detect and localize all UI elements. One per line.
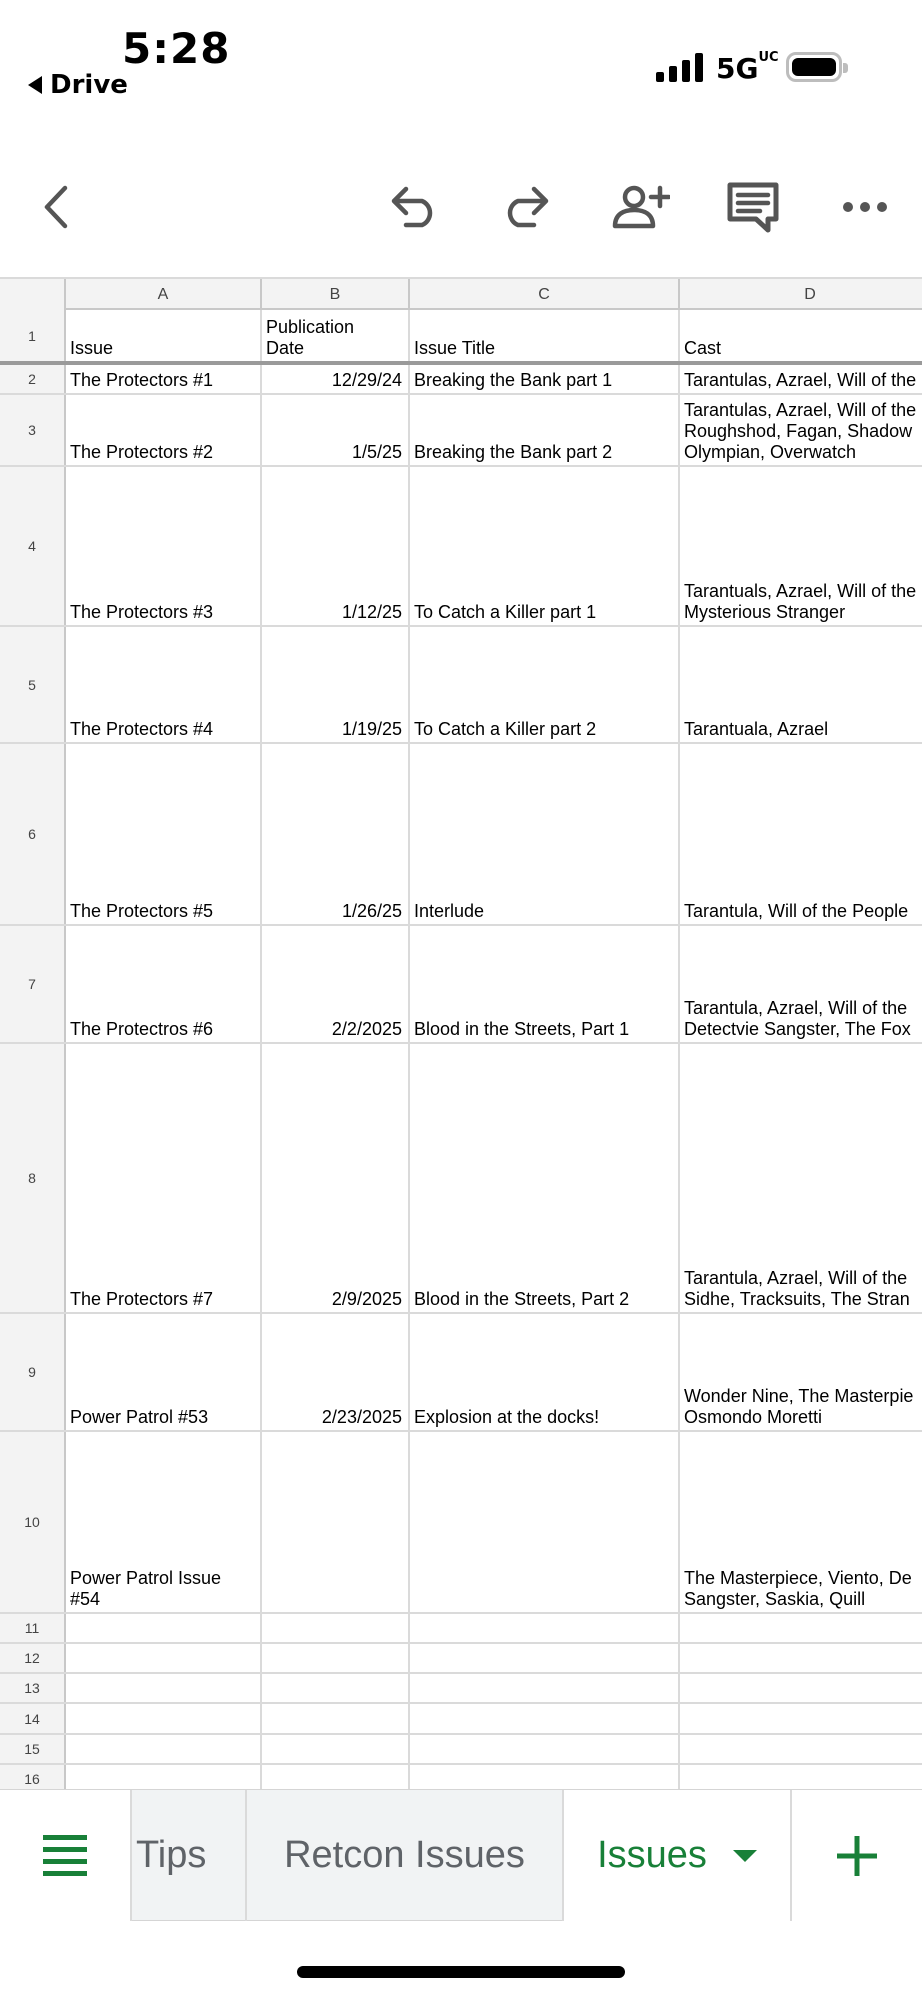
tab-retcon-issues-label: Retcon Issues — [284, 1834, 525, 1876]
cell-publication-date[interactable] — [262, 1314, 410, 1430]
cell-issue[interactable] — [66, 926, 262, 1042]
cell-issue-title[interactable] — [410, 1704, 680, 1733]
cell-publication-date[interactable] — [262, 926, 410, 1042]
cell-issue-text: The Protectors #4 — [70, 719, 214, 739]
cell-publication-date[interactable] — [262, 395, 410, 465]
cell-publication-date-text: 1/5/25 — [351, 442, 402, 462]
cell-cast[interactable] — [680, 1765, 922, 1789]
cell-publication-date-text: 1/19/25 — [341, 719, 402, 739]
home-indicator — [297, 1966, 625, 1978]
cell-issue-title-text: Issue Title — [414, 338, 496, 358]
tab-menu-caret-icon[interactable] — [733, 1850, 757, 1862]
redo-button[interactable] — [490, 172, 560, 242]
cell-publication-date[interactable] — [262, 310, 410, 361]
cell-issue[interactable] — [66, 627, 262, 742]
cell-publication-date[interactable] — [262, 1432, 410, 1612]
cell-publication-date-text: 12/29/24 — [331, 370, 402, 390]
row-header[interactable]: 11 — [0, 1614, 66, 1642]
battery-icon — [786, 52, 842, 82]
cell-issue[interactable] — [66, 744, 262, 924]
cell-cast[interactable] — [680, 1044, 922, 1312]
cell-cast[interactable] — [680, 1614, 922, 1642]
share-button[interactable] — [605, 172, 675, 242]
back-to-drive-link[interactable] — [28, 70, 128, 100]
cell-cast[interactable] — [680, 1735, 922, 1763]
row-header[interactable]: 7 — [0, 926, 66, 1042]
table-row — [0, 926, 922, 1044]
cell-issue-title[interactable] — [410, 744, 680, 924]
add-sheet-button[interactable] — [792, 1790, 922, 1921]
row-header[interactable]: 14 — [0, 1704, 66, 1733]
cell-cast[interactable] — [680, 310, 922, 361]
sheet-tab-bar — [0, 1789, 922, 1921]
cell-issue[interactable] — [66, 1644, 262, 1672]
cell-issue[interactable] — [66, 467, 262, 625]
cell-cast[interactable] — [680, 744, 922, 924]
back-icon — [35, 184, 75, 230]
cell-issue[interactable] — [66, 1704, 262, 1733]
back-to-drive-label: Drive — [50, 70, 128, 100]
cell-issue-text: The Protectors #1 — [70, 370, 214, 390]
cell-issue-title[interactable] — [410, 310, 680, 361]
cell-publication-date[interactable] — [262, 1674, 410, 1702]
cell-issue-title-text: Breaking the Bank part 2 — [414, 442, 613, 462]
cell-cast[interactable] — [680, 1644, 922, 1672]
cell-issue-title[interactable] — [410, 395, 680, 465]
cell-issue-title[interactable] — [410, 1614, 680, 1642]
cell-cast-text: Tarantula, Azrael, Will of the Sidhe, Tracksuits, The Stran — [684, 1268, 910, 1309]
table-row — [0, 365, 922, 395]
cell-cast-text: Tarantulas, Azrael, Will of the Roughshod, Fagan, Shadow Olympian, Overwatch — [684, 400, 917, 462]
cell-cast[interactable] — [680, 1674, 922, 1702]
row-header[interactable]: 4 — [0, 467, 66, 625]
cell-publication-date-text: Publication Date — [266, 317, 355, 358]
cell-cast-text: Cast — [684, 338, 722, 358]
cell-issue-title-text: To Catch a Killer part 1 — [414, 602, 597, 622]
cell-issue[interactable] — [66, 395, 262, 465]
network-suffix: UC — [758, 50, 779, 65]
cell-issue-text: The Protectros #6 — [70, 1019, 214, 1039]
table-row — [0, 1644, 922, 1674]
column-header-d[interactable]: D — [804, 285, 816, 303]
cell-cast[interactable] — [680, 395, 922, 465]
all-sheets-button[interactable] — [0, 1790, 132, 1921]
cell-publication-date[interactable] — [262, 627, 410, 742]
back-triangle-icon — [28, 76, 42, 94]
tab-issues-label: Issues — [597, 1834, 707, 1876]
table-row — [0, 1044, 922, 1314]
cell-issue-title[interactable] — [410, 1432, 680, 1612]
comment-button[interactable] — [718, 172, 788, 242]
cell-issue-text: The Protectors #7 — [70, 1289, 214, 1309]
cell-issue-title[interactable] — [410, 1644, 680, 1672]
table-row — [0, 1432, 922, 1614]
table-row — [0, 1674, 922, 1704]
table-row — [0, 627, 922, 744]
cell-issue-title-text: Blood in the Streets, Part 1 — [414, 1019, 630, 1039]
cell-issue[interactable] — [66, 1314, 262, 1430]
cell-publication-date[interactable] — [262, 1044, 410, 1312]
cell-issue[interactable] — [66, 1044, 262, 1312]
cell-issue-title[interactable] — [410, 365, 680, 393]
row-header[interactable]: 2 — [0, 365, 66, 393]
back-button[interactable] — [20, 172, 90, 242]
cell-publication-date[interactable] — [262, 467, 410, 625]
comment-icon — [726, 181, 780, 233]
cell-issue-title-text: Explosion at the docks! — [414, 1407, 600, 1427]
cell-publication-date[interactable] — [262, 1735, 410, 1763]
sheet-list-icon — [43, 1835, 87, 1876]
row-header[interactable]: 13 — [0, 1674, 66, 1702]
cell-publication-date-text: 1/26/25 — [341, 901, 402, 921]
cell-cast[interactable] — [680, 627, 922, 742]
table-row — [0, 1704, 922, 1735]
clock: 5:28 — [122, 24, 231, 73]
share-person-add-icon — [610, 184, 670, 230]
cell-issue-title[interactable] — [410, 926, 680, 1042]
cell-cast[interactable] — [680, 1314, 922, 1430]
cell-cast-text: The Masterpiece, Viento, De Sangster, Saskia, Quill — [684, 1568, 912, 1609]
cellular-signal-icon — [656, 52, 703, 82]
cell-issue[interactable] — [66, 1432, 262, 1612]
cell-cast[interactable] — [680, 365, 922, 393]
tab-retcon-issues[interactable] — [247, 1790, 562, 1921]
cell-issue-text: The Protectors #3 — [70, 602, 214, 622]
cell-issue-title-text: Interlude — [414, 901, 485, 921]
cell-issue[interactable] — [66, 1614, 262, 1642]
cell-issue-title-text: Blood in the Streets, Part 2 — [414, 1289, 630, 1309]
undo-icon — [388, 185, 442, 229]
row-header[interactable]: 16 — [0, 1765, 66, 1789]
cell-publication-date-text: 2/2/2025 — [331, 1019, 402, 1039]
tab-tips[interactable] — [132, 1790, 247, 1921]
table-row — [0, 395, 922, 467]
cell-issue-title[interactable] — [410, 1674, 680, 1702]
cell-publication-date[interactable] — [262, 1614, 410, 1642]
cell-issue-text: Power Patrol Issue #54 — [70, 1568, 222, 1609]
row-header[interactable]: 15 — [0, 1735, 66, 1763]
undo-button[interactable] — [380, 172, 450, 242]
cell-cast-text: Tarantula, Azrael, Will of the Detectvie Sangster, The Fox — [684, 998, 911, 1039]
cell-issue-title[interactable] — [410, 1765, 680, 1789]
row-header[interactable]: 5 — [0, 627, 66, 742]
select-all-corner[interactable] — [0, 279, 66, 310]
tab-tips-label: Tips — [136, 1834, 207, 1876]
cell-publication-date-text: 2/23/2025 — [321, 1407, 402, 1427]
cell-cast-text: Tarantuals, Azrael, Will of the Mysterious Stranger — [684, 581, 917, 622]
table-row — [0, 1735, 922, 1765]
row-header[interactable]: 6 — [0, 744, 66, 924]
cell-issue-title[interactable] — [410, 467, 680, 625]
cell-publication-date[interactable] — [262, 1704, 410, 1733]
cell-issue-text: The Protectors #2 — [70, 442, 214, 462]
cell-issue-title-text: Breaking the Bank part 1 — [414, 370, 613, 390]
cell-issue[interactable] — [66, 365, 262, 393]
cell-publication-date-text: 2/9/2025 — [331, 1289, 402, 1309]
tab-issues[interactable] — [562, 1790, 792, 1921]
column-header-row — [0, 277, 922, 310]
status-bar — [0, 0, 922, 120]
column-header-c[interactable]: C — [410, 279, 680, 310]
cell-cast[interactable] — [680, 467, 922, 625]
table-row — [0, 1314, 922, 1432]
cell-cast-text: Wonder Nine, The Masterpie Osmondo Moretti — [684, 1386, 914, 1427]
cell-issue-text: Power Patrol #53 — [70, 1407, 209, 1427]
cell-cast[interactable] — [680, 1432, 922, 1612]
column-header-b[interactable]: B — [262, 279, 410, 310]
row-header[interactable]: 9 — [0, 1314, 66, 1430]
cell-issue[interactable] — [66, 1674, 262, 1702]
cell-publication-date[interactable] — [262, 365, 410, 393]
cell-issue-title[interactable] — [410, 1044, 680, 1312]
table-row — [0, 1614, 922, 1644]
cell-cast[interactable] — [680, 1704, 922, 1733]
cell-publication-date[interactable] — [262, 744, 410, 924]
plus-icon — [835, 1834, 879, 1878]
toolbar — [0, 160, 922, 260]
more-icon — [842, 200, 888, 214]
network-label: 5G — [716, 52, 759, 85]
row-header[interactable]: 12 — [0, 1644, 66, 1672]
cell-issue[interactable] — [66, 1765, 262, 1789]
network-type — [716, 52, 779, 85]
table-row — [0, 744, 922, 926]
cell-issue-title[interactable] — [410, 1314, 680, 1430]
cell-cast[interactable] — [680, 926, 922, 1042]
spreadsheet-grid[interactable] — [0, 277, 922, 1789]
cell-publication-date[interactable] — [262, 1765, 410, 1789]
cell-cast-text: Tarantula, Will of the People — [684, 901, 909, 921]
cell-cast-text: Tarantulas, Azrael, Will of the — [684, 370, 917, 390]
cell-cast-text: Tarantuala, Azrael — [684, 719, 829, 739]
cell-issue-text: Issue — [70, 338, 114, 358]
cell-issue-title[interactable] — [410, 1735, 680, 1763]
cell-issue-title[interactable] — [410, 627, 680, 742]
cell-issue-title-text: To Catch a Killer part 2 — [414, 719, 597, 739]
cell-issue-text: The Protectors #5 — [70, 901, 214, 921]
more-options-button[interactable] — [830, 172, 900, 242]
table-row — [0, 1765, 922, 1789]
row-header[interactable]: 3 — [0, 395, 66, 465]
cell-publication-date-text: 1/12/25 — [341, 602, 402, 622]
row-header[interactable]: 8 — [0, 1044, 66, 1312]
redo-icon — [498, 185, 552, 229]
cell-publication-date[interactable] — [262, 1644, 410, 1672]
table-row — [0, 467, 922, 627]
row-header[interactable]: 1 — [0, 310, 66, 361]
row-header[interactable]: 10 — [0, 1432, 66, 1612]
cell-issue[interactable] — [66, 310, 262, 361]
column-header-a[interactable]: A — [66, 279, 262, 310]
cell-issue[interactable] — [66, 1735, 262, 1763]
table-row — [0, 310, 922, 365]
